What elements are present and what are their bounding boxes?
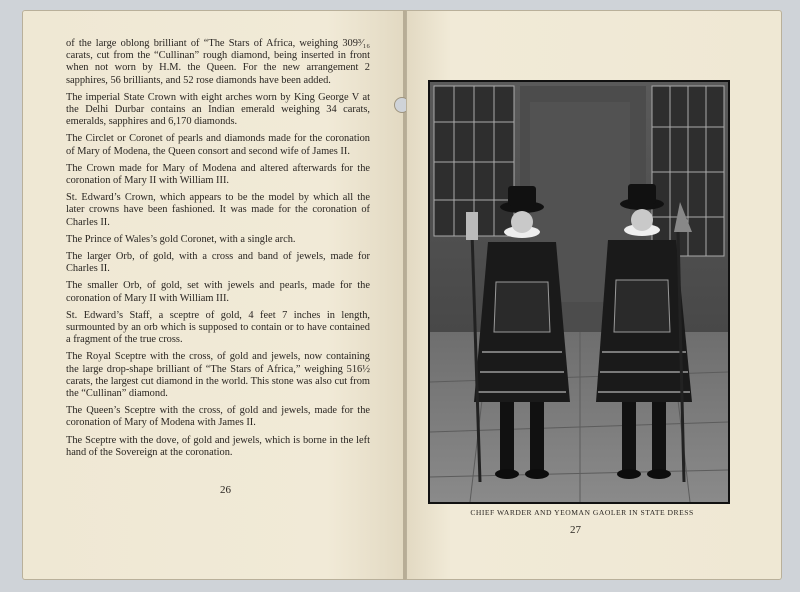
paragraph: St. Edward’s Crown, which appears to be the model by which all the later crowns have been fashioned. It was made for the coronation of Charles II. [66, 192, 370, 228]
open-booklet [22, 10, 782, 580]
paragraph: St. Edward’s Staff, a sceptre of gold, 4 feet 7 inches in length, surmounted by an orb which is supposed to contain or to have contained a fragment of the true cross. [66, 309, 370, 346]
page-number-left: 26 [220, 484, 231, 496]
paragraph: The Sceptre with the dove, of gold and jewels, which is borne in the left hand of the Sovereign at the coronation. [66, 434, 370, 458]
yeomen-photo-illustration [430, 82, 728, 502]
paragraph: The Royal Sceptre with the cross, of gold and jewels, now containing the large drop-shape brilliant of “The Stars of Africa,” weighing 516½ carats, the largest cut diamond in the world. This stone was also cut from the “Cullinan” diamond. [66, 351, 370, 400]
paragraph: of the large oblong brilliant of “The Stars of Africa, weighing 309³⁄₁₆ carats, cut from the “Cullinan” rough diamond, being inserted in front when not worn by H.M. the Queen. For the new arrangement 2 sapphires, 56 brilliants, and 52 rose diamonds have been added. [66, 38, 370, 86]
left-page [22, 10, 404, 580]
paragraph: The smaller Orb, of gold, set with jewels and pearls, made for the coronation of Mary II with William III. [66, 280, 370, 304]
paragraph: The Prince of Wales’s gold Coronet, with a single arch. [66, 233, 296, 245]
paragraph: The larger Orb, of gold, with a cross and band of jewels, made for Charles II. [66, 251, 370, 275]
paragraph: The Crown made for Mary of Modena and altered afterwards for the coronation of Mary II with William III. [66, 162, 370, 187]
paragraph: The Queen’s Sceptre with the cross, of gold and jewels, made for the coronation of Mary of Modena with James II. [66, 405, 370, 429]
left-page-text [66, 38, 370, 464]
right-page [406, 10, 782, 580]
photograph-yeomen-warders [428, 80, 730, 504]
paragraph: The Circlet or Coronet of pearls and diamonds made for the coronation of Mary of Modena, the Queen consort and second wife of James II. [66, 133, 370, 157]
page-number-right: 27 [570, 524, 581, 536]
paragraph: The imperial State Crown with eight arches worn by King George V at the Delhi Durbar contains an Indian emerald weighing 34 carats, emeralds, sapphires and 6,170 diamonds. [66, 91, 370, 128]
photo-caption: CHIEF WARDER AND YEOMAN GAOLER IN STATE DRESS [470, 508, 694, 517]
